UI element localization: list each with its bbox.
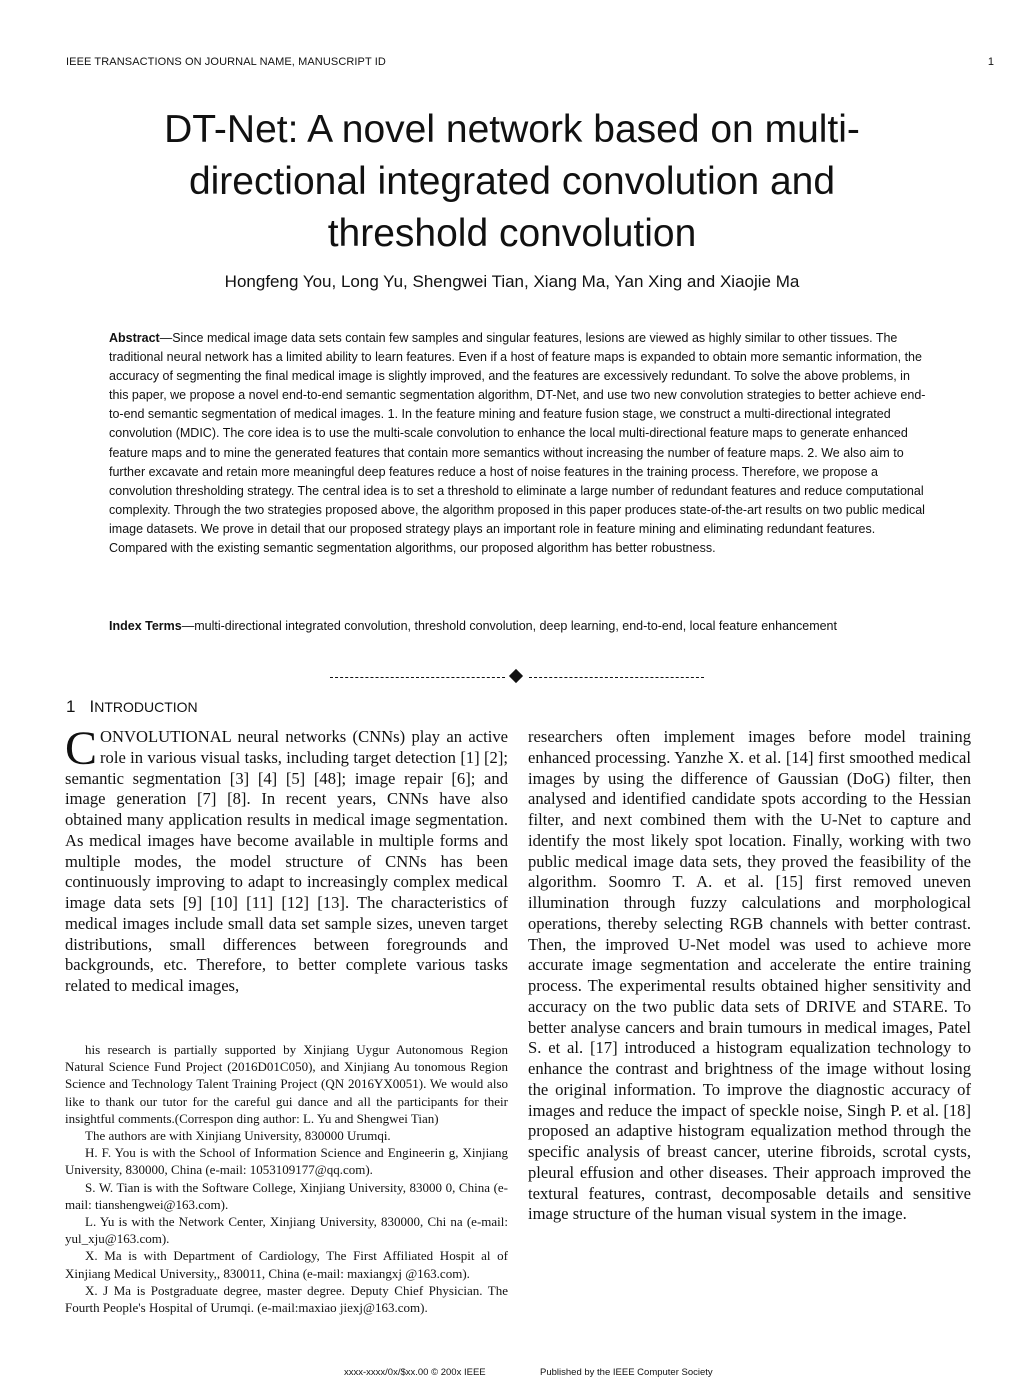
section-title-initial: I [89, 697, 95, 716]
section-separator [322, 666, 712, 686]
abstract [109, 329, 931, 558]
footnote-author: S. W. Tian is with the Software College, Xinjiang University, 83000 0, China (e-mail: tianshengwei@163.com). [65, 1179, 508, 1212]
running-head: IEEE TRANSACTIONS ON JOURNAL NAME, MANUSCRIPT ID [66, 56, 386, 68]
title-line-3: threshold convolution [327, 212, 697, 255]
paper-title [0, 104, 1024, 260]
page-number: 1 [987, 56, 994, 68]
footnote-author: L. Yu is with the Network Center, Xinjiang University, 830000, Chi na (e-mail: yul_xju@163.com). [65, 1214, 508, 1247]
footnote-funding: his research is partially supported by Xinjiang Uygur Autonomous Region Natural Science Fund Project (2016D01C050), and Xinjiang Au tonomous Region Science and Technology Talent Training Project (QN 2016YX0051). We would also like to thank our tutor for the careful gui dance and all the participants for their insightful comments.(Correspon ding author: L. Yu and Shengwei Tian) [65, 1042, 508, 1126]
title-line-2: directional integrated convolution and [188, 160, 836, 203]
lead-caps: ONVOLUTIONAL [100, 727, 232, 746]
index-terms-text: multi-directional integrated convolution, threshold convolution, deep learning, end-to-end, local feature enhancement [194, 619, 837, 633]
index-terms [109, 617, 931, 636]
index-terms-dash: — [181, 619, 195, 633]
title-line-1: DT-Net: A novel network based on multi- [164, 108, 860, 151]
right-column-text: researchers often implement images before model training enhanced processing. Yanzhe X. et al. [14] first smoothed medical images by using the difference of Gaussian (DoG) filter, then analysed and identified candidate spots according to the Hessian filter, and next combined them with the U-Net to capture and identify the most likely spot location. Finally, working with two public medical image data sets, they proved the feasibility of the algorithm. Soomro T. A. et al. [15] first removed uneven illumination through fuzzy calculations and morphological operations, thereby selecting RGB channels with better contrast. Then, the improved U-Net model was used to achieve more accurate image segmentation and accelerate the entire training process. The experimental results obtained higher sensitivity and accuracy on the two public data sets of DRIVE and STARE. To better analyse cancers and brain tumours in medical images, Patel S. et al. [17] introduced a histogram equalization technology to enhance the contrast and brightness of the image without losing the original information. To improve the diagnostic accuracy of images and reduce the impact of speckle noise, Singh P. et al. [18] proposed an adaptive histogram equalization method through the specific analysis of breast cancer, uterine fibroids, scrotal cysts, pleural effusion and other diseases. Their approach improved the textural features, contrast, decomposable details and sensitive image structure of the human visual system in the image. [528, 727, 971, 1224]
body-column-left [65, 722, 508, 997]
body-column-right [528, 727, 971, 1225]
section-number: 1 [66, 697, 76, 716]
footer-copyright: xxxx-xxxx/0x/$xx.00 © 200x IEEE [344, 1367, 486, 1378]
diamond-icon [509, 669, 523, 683]
section-title-rest: NTRODUCTION [94, 699, 198, 715]
footnotes [65, 1041, 508, 1316]
footnote-affiliation: The authors are with Xinjiang University, 830000 Urumqi. [85, 1128, 391, 1144]
footnote-author: H. F. You is with the School of Information Science and Engineerin g, Xinjiang University, 830000, China (e-mail: 1053109177@qq.com). [65, 1145, 508, 1178]
author-list: Hongfeng You, Long Yu, Shengwei Tian, Xiang Ma, Yan Xing and Xiaojie Ma [224, 272, 800, 291]
abstract-dash: — [159, 331, 173, 345]
separator-dashes-left [330, 677, 505, 678]
drop-cap: C [65, 722, 98, 775]
index-terms-label: Index Terms [109, 619, 182, 633]
abstract-text: Since medical image data sets contain few samples and singular features, lesions are viewed as highly similar to other tissues. The traditional neural network has a limited ability to learn features. Even if a host of feature maps is expanded to obtain more semantic information, the accuracy of segmenting the final medical image is slightly improved, and the features are excessively redundant. To solve the above problems, in this paper, we propose a novel end-to-end semantic segmentation algorithm, DT-Net, and use two new convolution strategies to better achieve end-to-end semantic segmentation of medical images. 1. In the feature mining and feature fusion stage, we construct a multi-directional integrated convolution (MDIC). The core idea is to use the multi-scale convolution to enhance the local multi-directional feature maps to generate enhanced feature maps and to mine the generated features that contain more semantics without increasing the number of feature maps. 2. We also aim to further excavate and retain more meaningful deep features reduce a host of noise features in the training process. Therefore, we propose a convolution thresholding strategy. The central idea is to set a threshold to eliminate a large number of redundant features and reduce computational complexity. Through the two strategies proposed above, the algorithm proposed in this paper produces state-of-the-art results on two public medical image datasets. We prove in detail that our proposed strategy plays an important role in feature mining and eliminating redundant features. Compared with the existing semantic segmentation algorithms, our proposed algorithm has better robustness. [109, 331, 926, 556]
abstract-label: Abstract [109, 331, 160, 345]
section-heading-introduction [66, 697, 198, 717]
footnote-author: X. J Ma is Postgraduate degree, master degree. Deputy Chief Physician. The Fourth People's Hospital of Urumqi. (e-mail:maxiao jiexj@163.com). [65, 1282, 508, 1316]
footer-publisher: Published by the IEEE Computer Society [540, 1367, 713, 1378]
separator-dashes-right [529, 677, 704, 678]
left-column-text: neural networks (CNNs) play an active role in various visual tasks, including target detection [1] [2]; semantic segmentation [3] [4] [5] [48]; image repair [6]; and image generation [7] [8]. In recent years, CNNs have also obtained many application results in medical image segmentation. As medical images have become available in multiple forms and multiple modes, the model structure of CNNs has been continuously improving to adapt to increasingly complex medical image data sets [9] [10] [11] [12] [13]. The characteristics of medical images include small data set sample sizes, uneven target distributions, small differences between foregrounds and backgrounds, etc. Therefore, to better complete various tasks related to medical images, [65, 727, 508, 995]
footnote-author: X. Ma is with Department of Cardiology, The First Affiliated Hospit al of Xinjiang Medical University,, 830011, China (e-mail: maxiangxj @163.com). [65, 1248, 508, 1281]
